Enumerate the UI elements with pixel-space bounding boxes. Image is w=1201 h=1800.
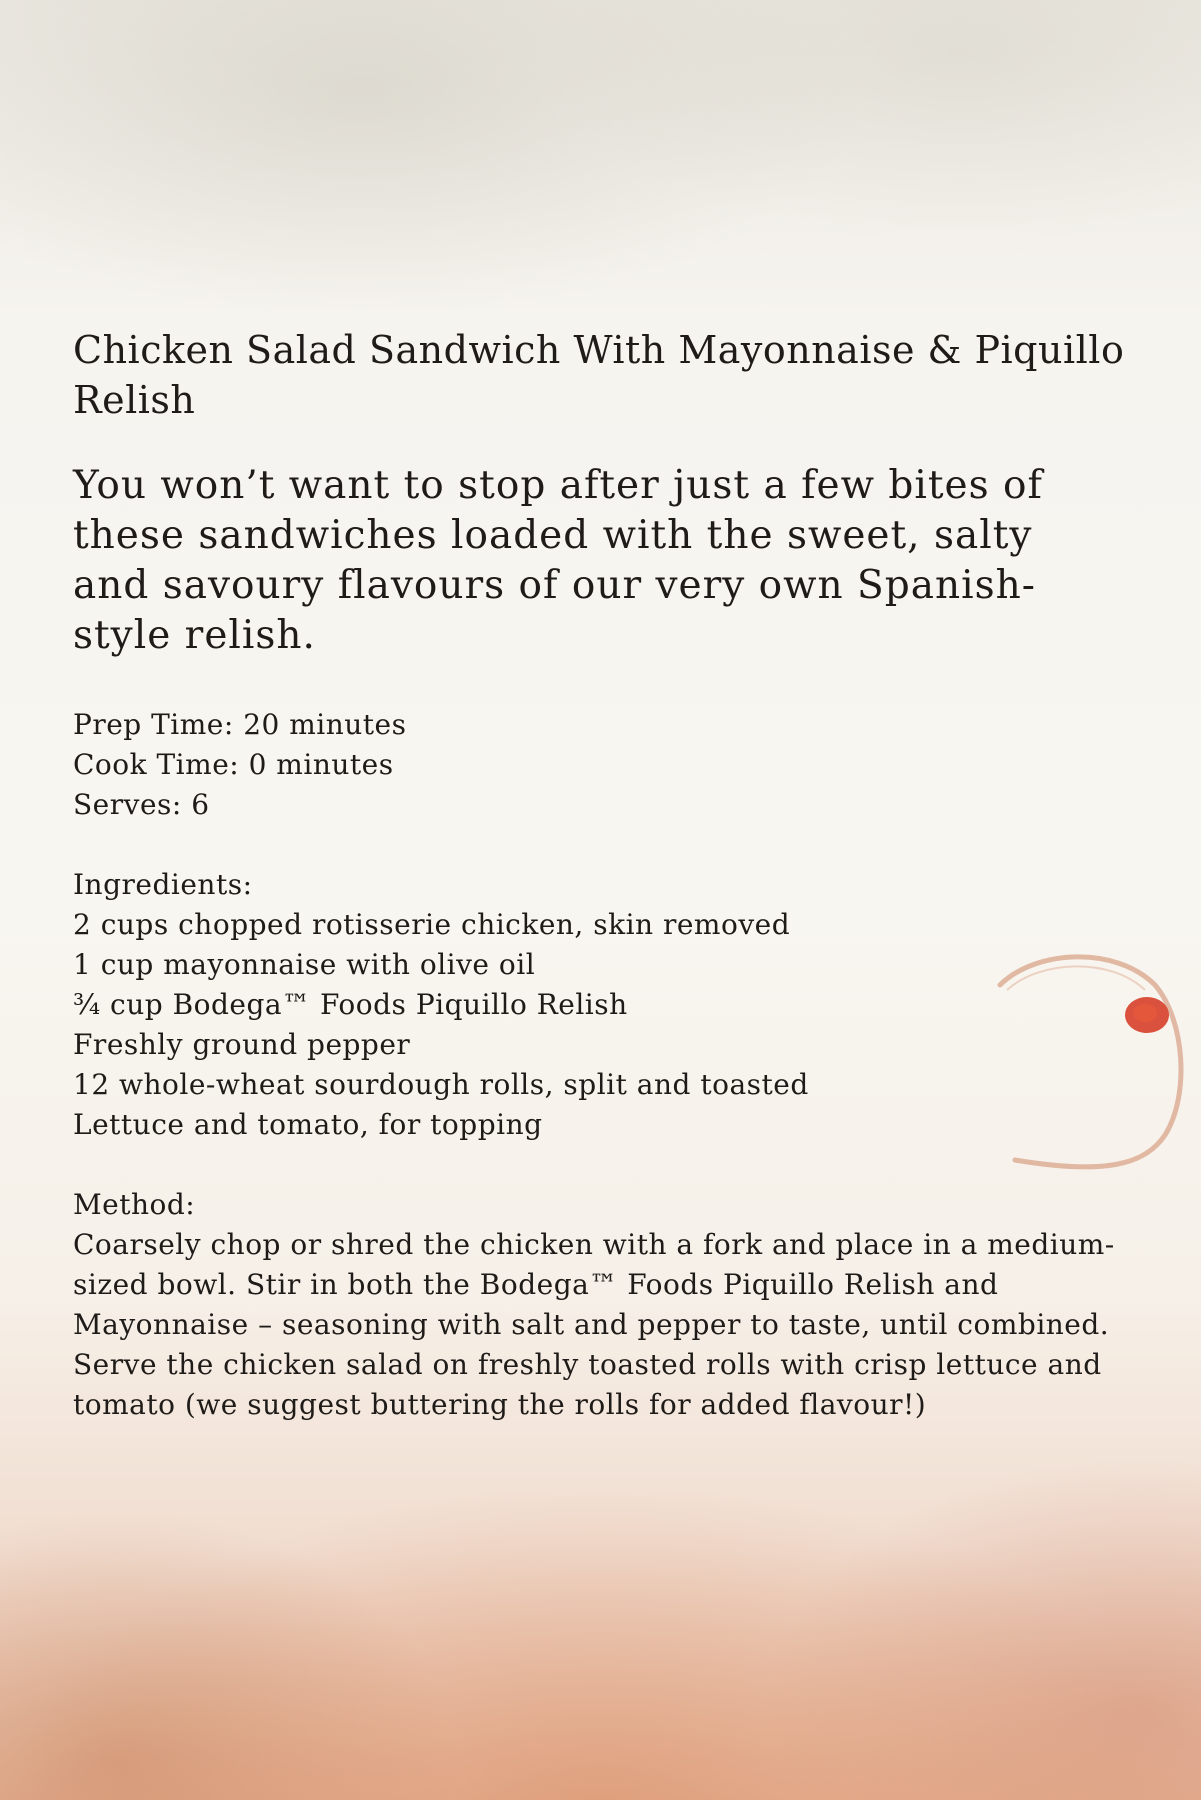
ingredient-item: Freshly ground pepper — [73, 1028, 411, 1061]
serves: Serves: 6 — [73, 788, 210, 821]
recipe-intro: You won’t want to stop after just a few bites of these sandwiches loaded with the sweet, salty and savoury flavours of our very own Spanish-style relish. — [73, 463, 1043, 658]
ingredient-item: Lettuce and tomato, for topping — [73, 1108, 543, 1141]
prep-time: Prep Time: 20 minutes — [73, 708, 407, 741]
method-step: Coarsely chop or shred the chicken with a fork and place in a medium-sized bowl. Stir in both the Bodega™ Foods Piquillo Relish and Mayonnaise – seasoning with salt and pepper to taste, until combined. — [73, 1228, 1115, 1341]
method-section — [73, 1185, 1133, 1425]
recipe-card — [73, 325, 1133, 1425]
ingredient-item: 1 cup mayonnaise with olive oil — [73, 948, 536, 981]
method-heading: Method: — [73, 1188, 196, 1221]
ingredients-section — [73, 865, 1133, 1145]
recipe-meta — [73, 705, 1133, 825]
ingredients-heading: Ingredients: — [73, 868, 253, 901]
cook-time: Cook Time: 0 minutes — [73, 748, 394, 781]
recipe-title: Chicken Salad Sandwich With Mayonnaise & Piquillo Relish — [73, 328, 1125, 422]
ingredient-item: 12 whole-wheat sourdough rolls, split and toasted — [73, 1068, 809, 1101]
ingredient-item: 2 cups chopped rotisserie chicken, skin removed — [73, 908, 791, 941]
method-step: Serve the chicken salad on freshly toasted rolls with crisp lettuce and tomato (we suggest buttering the rolls for added flavour!) — [73, 1348, 1102, 1421]
ingredient-item: ¾ cup Bodega™ Foods Piquillo Relish — [73, 988, 628, 1021]
